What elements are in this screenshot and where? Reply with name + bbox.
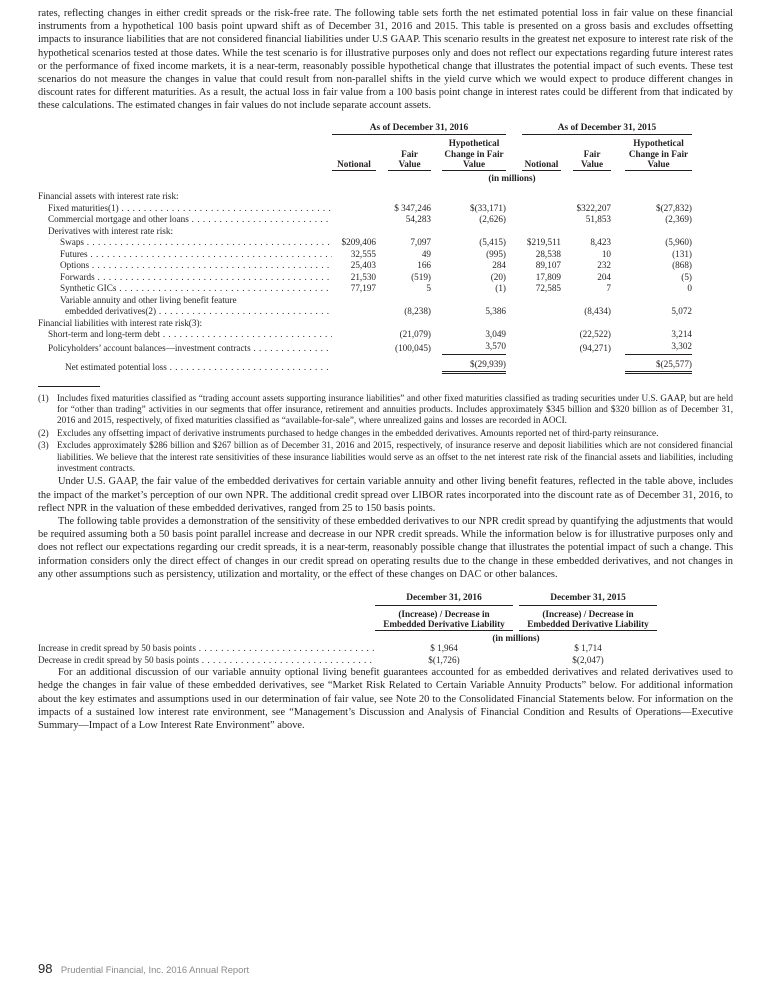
cell-value: 3,214	[671, 329, 692, 340]
col-header-fair-value-2015: Fair Value	[573, 135, 611, 171]
footnote	[38, 393, 733, 427]
footnote-marker: (1)	[38, 392, 49, 403]
cell-value: $ 1,964	[430, 643, 458, 654]
cell-value: $(1,726)	[428, 654, 460, 665]
cell-value: (94,271)	[579, 342, 611, 353]
table1-body	[38, 191, 733, 374]
t2-units-label: (in millions)	[492, 632, 540, 643]
t2-col-header-2015: (Increase) / Decrease in Embedded Derivative Liability	[519, 606, 657, 631]
cell-value: 232	[597, 260, 611, 271]
table-row	[38, 295, 733, 307]
row-label: Derivatives with interest rate risk:	[48, 225, 174, 236]
table-row	[38, 260, 733, 272]
row-label: Options . . .	[38, 260, 332, 272]
cell-value	[332, 226, 376, 238]
col-header-fair-value-2016: Fair Value	[388, 135, 431, 171]
cell-value	[332, 318, 376, 330]
cell-value: (2,369)	[665, 214, 692, 225]
row-label: Policyholders’ account balances—investment contracts . . .	[38, 341, 332, 355]
row-label: embedded derivatives(2) . . .	[38, 306, 332, 318]
cell-value	[522, 329, 561, 341]
cell-value	[332, 191, 376, 203]
cell-value: $(29,939)	[442, 359, 506, 374]
cell-value: 72,585	[535, 283, 561, 294]
col-header-notional-2016: Notional	[332, 135, 376, 171]
footnote-text: Excludes any offsetting impact of derivative instruments purchased to hedge changes in the embedded derivatives. Amounts reported net of third-party reinsurance.	[57, 427, 659, 438]
cell-value: 5	[426, 283, 431, 294]
cell-value: 166	[417, 260, 431, 271]
cell-value	[522, 226, 561, 238]
table-row	[38, 306, 733, 318]
cell-value	[388, 295, 431, 307]
intro-paragraph: rates, reflecting changes in either credit spreads or the risk-free rate. The following table sets forth the net estimated potential loss in fair value on these financial instruments from a hypothetical 100 basis point upward shift as of December 31, 2016 and 2015. This table is presented on a gross basis and excludes offsetting impacts to insurance liabilities that are not considered financial liabilities under U.S GAAP. This scenario results in the greatest net exposure to interest rate risk of the hypothetical scenarios tested at those dates. While the test scenario is for illustrative purposes only and does not reflect our expectations regarding future interest rates or the performance of fixed income markets, it is a near-term, reasonably possible hypothetical change that illustrates the potential impact of such events. These test scenarios do not measure the changes in value that could result from non-parallel shifts in the yield curve which we would expect to produce different changes in discount rates for different maturities. As a result, the actual loss in fair value from a 100 basis point change in interest rates could be different from that indicated by these calculations. The estimated changes in fair values do not include separate account assets.	[38, 8, 733, 112]
footnote	[38, 440, 733, 474]
cell-value: 32,555	[350, 248, 376, 259]
cell-value: 28,538	[535, 248, 561, 259]
cell-value	[573, 226, 611, 238]
cell-value	[522, 318, 561, 330]
cell-value: 7,097	[410, 237, 431, 248]
cell-value: (100,045)	[395, 342, 431, 353]
footnote-divider	[38, 386, 100, 387]
interest-rate-sensitivity-table	[38, 123, 733, 374]
group-header-2015: As of December 31, 2015	[522, 123, 692, 136]
table-row	[38, 341, 733, 355]
table-row	[38, 237, 733, 249]
cell-value	[388, 318, 431, 330]
cell-value: (995)	[486, 248, 506, 259]
t2-group-header-2016: December 31, 2016	[375, 593, 513, 606]
row-label: Synthetic GICs . . .	[38, 283, 332, 295]
cell-value	[388, 191, 431, 203]
row-label: Net estimated potential loss . . .	[38, 359, 332, 374]
footnote	[38, 428, 733, 439]
footnote-marker: (2)	[38, 427, 49, 438]
cell-value	[573, 295, 611, 307]
cell-value: $(2,047)	[572, 654, 604, 665]
cell-value: $219,511	[526, 237, 561, 248]
paragraph-sensitivity: The following table provides a demonstration of the sensitivity of these embedded derivatives to our NPR credit spread by quantifying the adjustments that would be required assuming both a 50 basis point parallel increase and decrease in our NPR credit spreads. While the information below is for illustrative purposes only and does not reflect our expectations regarding our credit spreads, it is a near-term, reasonably possible change that illustrates the potential impact of such a change. This information considers only the direct effect of changes in our credit spread on operating results due to the change in these embedded derivatives, and not changes in any other assumptions such as persistency, utilization and mortality, or the effect of these changes on DAC or other balances.	[38, 516, 733, 580]
table-row	[38, 318, 733, 330]
cell-value	[522, 306, 561, 318]
cell-value	[332, 341, 376, 355]
cell-value	[332, 359, 376, 374]
t2-col-header-2016: (Increase) / Decrease in Embedded Derivative Liability	[375, 606, 513, 631]
cell-value	[625, 318, 692, 330]
total-row	[38, 359, 733, 374]
cell-value: (5,415)	[479, 237, 506, 248]
table-row	[38, 249, 733, 261]
cell-value: (5,960)	[665, 237, 692, 248]
footnote-marker: (3)	[38, 440, 49, 451]
cell-value: 25,403	[350, 260, 376, 271]
cell-value	[332, 329, 376, 341]
cell-value: 3,302	[671, 340, 692, 351]
table-row	[38, 214, 733, 226]
cell-value	[625, 295, 692, 307]
cell-value: $ 347,246	[394, 202, 431, 213]
row-label: Forwards . . .	[38, 272, 332, 284]
table-row	[38, 226, 733, 238]
table-row	[38, 272, 733, 284]
cell-value: $(33,171)	[470, 202, 506, 213]
cell-value: 3,570	[485, 340, 506, 351]
cell-value: (519)	[411, 271, 431, 282]
cell-value: 7	[606, 283, 611, 294]
cell-value: 3,049	[485, 329, 506, 340]
col-header-hypothetical-2015: Hypothetical Change in Fair Value	[625, 135, 692, 171]
cell-value: 17,809	[535, 271, 561, 282]
table-row	[38, 203, 733, 215]
cell-value	[442, 226, 506, 238]
cell-value: 5,386	[485, 306, 506, 317]
units-label: (in millions)	[488, 172, 536, 183]
paragraph-additional-discussion: For an additional discussion of our variable annuity optional living benefit guarantees accounted for as embedded derivatives and related derivatives used to hedge the changes in fair value of these embedded derivatives, see “Market Risk Related to Certain Variable Annuity Products” below. For additional information about the key estimates and assumptions used in our determination of fair value, see Note 20 to the Consolidated Financial Statements below. For information on the impacts of a sustained low interest rate environment, see “Management’s Discussion and Analysis of Financial Condition and Results of Operations—Executive Summary—Impact of a Low Interest Rate Environment” above.	[38, 667, 733, 731]
cell-value: 8,423	[590, 237, 611, 248]
table2-body	[38, 643, 733, 666]
cell-value: (868)	[672, 260, 692, 271]
cell-value: 21,530	[350, 271, 376, 282]
table-row	[38, 655, 733, 667]
row-label: Increase in credit spread by 50 basis points . . .	[38, 643, 375, 655]
cell-value	[522, 214, 561, 226]
cell-value: (8,434)	[584, 306, 611, 317]
cell-value: (5)	[681, 271, 692, 282]
cell-value: 89,107	[535, 260, 561, 271]
cell-value: $ 1,714	[574, 643, 602, 654]
footnote-text: Excludes approximately $286 billion and $267 billion as of December 31, 2016 and 2015, respectively, of insurance reserve and deposit liabilities which are not considered financial liabilities. We believe that the interest rate sensitivities of these insurance liabilities would serve as an offset to the net interest rate risk of the financial assets and liabilities, including investment contracts.	[57, 440, 733, 474]
col-header-hypothetical-2016: Hypothetical Change in Fair Value	[442, 135, 506, 171]
cell-value	[332, 306, 376, 318]
npr-sensitivity-table	[38, 593, 733, 666]
cell-value: (2,626)	[479, 214, 506, 225]
cell-value	[442, 318, 506, 330]
table-row	[38, 191, 733, 203]
table-row	[38, 643, 733, 655]
cell-value	[573, 359, 611, 374]
footnote-text: Includes fixed maturities classified as “trading account assets supporting insurance liabilities” and other fixed maturities classified as trading securities under U.S. GAAP, but are held for “other than trading” activities in our segments that offer insurance, retirement and annuities products. Includes approximately $345 billion and $320 billion as of December 31, 2016 and 2015, respectively, of fixed maturities classified as “available-for-sale”, where unrealized gains and losses are recorded in AOCI.	[57, 392, 733, 426]
cell-value: (1)	[495, 283, 506, 294]
row-label: Variable annuity and other living benefit feature	[60, 294, 237, 305]
cell-value: (131)	[672, 248, 692, 259]
row-label: Commercial mortgage and other loans . . .	[38, 214, 332, 226]
cell-value	[522, 203, 561, 215]
row-label: Swaps . . .	[38, 237, 332, 249]
cell-value: 0	[687, 283, 692, 294]
cell-value	[442, 295, 506, 307]
cell-value: $(25,577)	[625, 359, 692, 374]
cell-value: (20)	[490, 271, 506, 282]
cell-value	[442, 191, 506, 203]
row-label: Futures . . .	[38, 249, 332, 261]
cell-value: 284	[492, 260, 506, 271]
document-page	[38, 7, 733, 732]
row-label: Decrease in credit spread by 50 basis points . . .	[38, 655, 375, 667]
cell-value	[522, 341, 561, 355]
cell-value: (21,079)	[399, 329, 431, 340]
cell-value	[625, 191, 692, 203]
cell-value: 204	[597, 271, 611, 282]
cell-value	[522, 191, 561, 203]
cell-value	[573, 318, 611, 330]
row-label: Short-term and long-term debt . . .	[38, 329, 332, 341]
cell-value: 51,853	[585, 214, 611, 225]
cell-value	[573, 191, 611, 203]
cell-value	[388, 226, 431, 238]
t2-group-header-2015: December 31, 2015	[519, 593, 657, 606]
cell-value: 5,072	[671, 306, 692, 317]
group-header-2016: As of December 31, 2016	[332, 123, 506, 136]
row-label: Financial assets with interest rate risk:	[38, 191, 179, 202]
cell-value: (8,238)	[404, 306, 431, 317]
cell-value: 77,197	[350, 283, 376, 294]
report-title: Prudential Financial, Inc. 2016 Annual Report	[60, 964, 250, 975]
cell-value: 54,283	[405, 214, 431, 225]
cell-value	[332, 203, 376, 215]
cell-value: (22,522)	[579, 329, 611, 340]
cell-value: $(27,832)	[656, 202, 692, 213]
cell-value	[625, 226, 692, 238]
cell-value	[332, 295, 376, 307]
cell-value	[522, 295, 561, 307]
cell-value: $322,207	[576, 202, 611, 213]
table-row	[38, 283, 733, 295]
col-header-notional-2015: Notional	[522, 135, 561, 171]
cell-value: $209,406	[341, 237, 376, 248]
row-label: Fixed maturities(1) . . .	[38, 203, 332, 215]
cell-value	[332, 214, 376, 226]
page-footer	[38, 960, 249, 978]
cell-value	[388, 359, 431, 374]
row-label: Financial liabilities with interest rate risk(3):	[38, 317, 203, 328]
table-row	[38, 329, 733, 341]
footnotes	[38, 393, 733, 475]
page-number: 98	[38, 961, 53, 976]
paragraph-npr: Under U.S. GAAP, the fair value of the embedded derivatives for certain variable annuity and other living benefit features, reflected in the table above, includes the impact of the market’s perception of our own NPR. The additional credit spread over LIBOR rates incorporated into the discount rate as of December 31, 2016, to reflect NPR in the valuation of these embedded derivatives, ranged from 25 to 150 basis points.	[38, 476, 733, 514]
cell-value	[522, 359, 561, 374]
cell-value: 10	[601, 248, 611, 259]
cell-value: 49	[421, 248, 431, 259]
